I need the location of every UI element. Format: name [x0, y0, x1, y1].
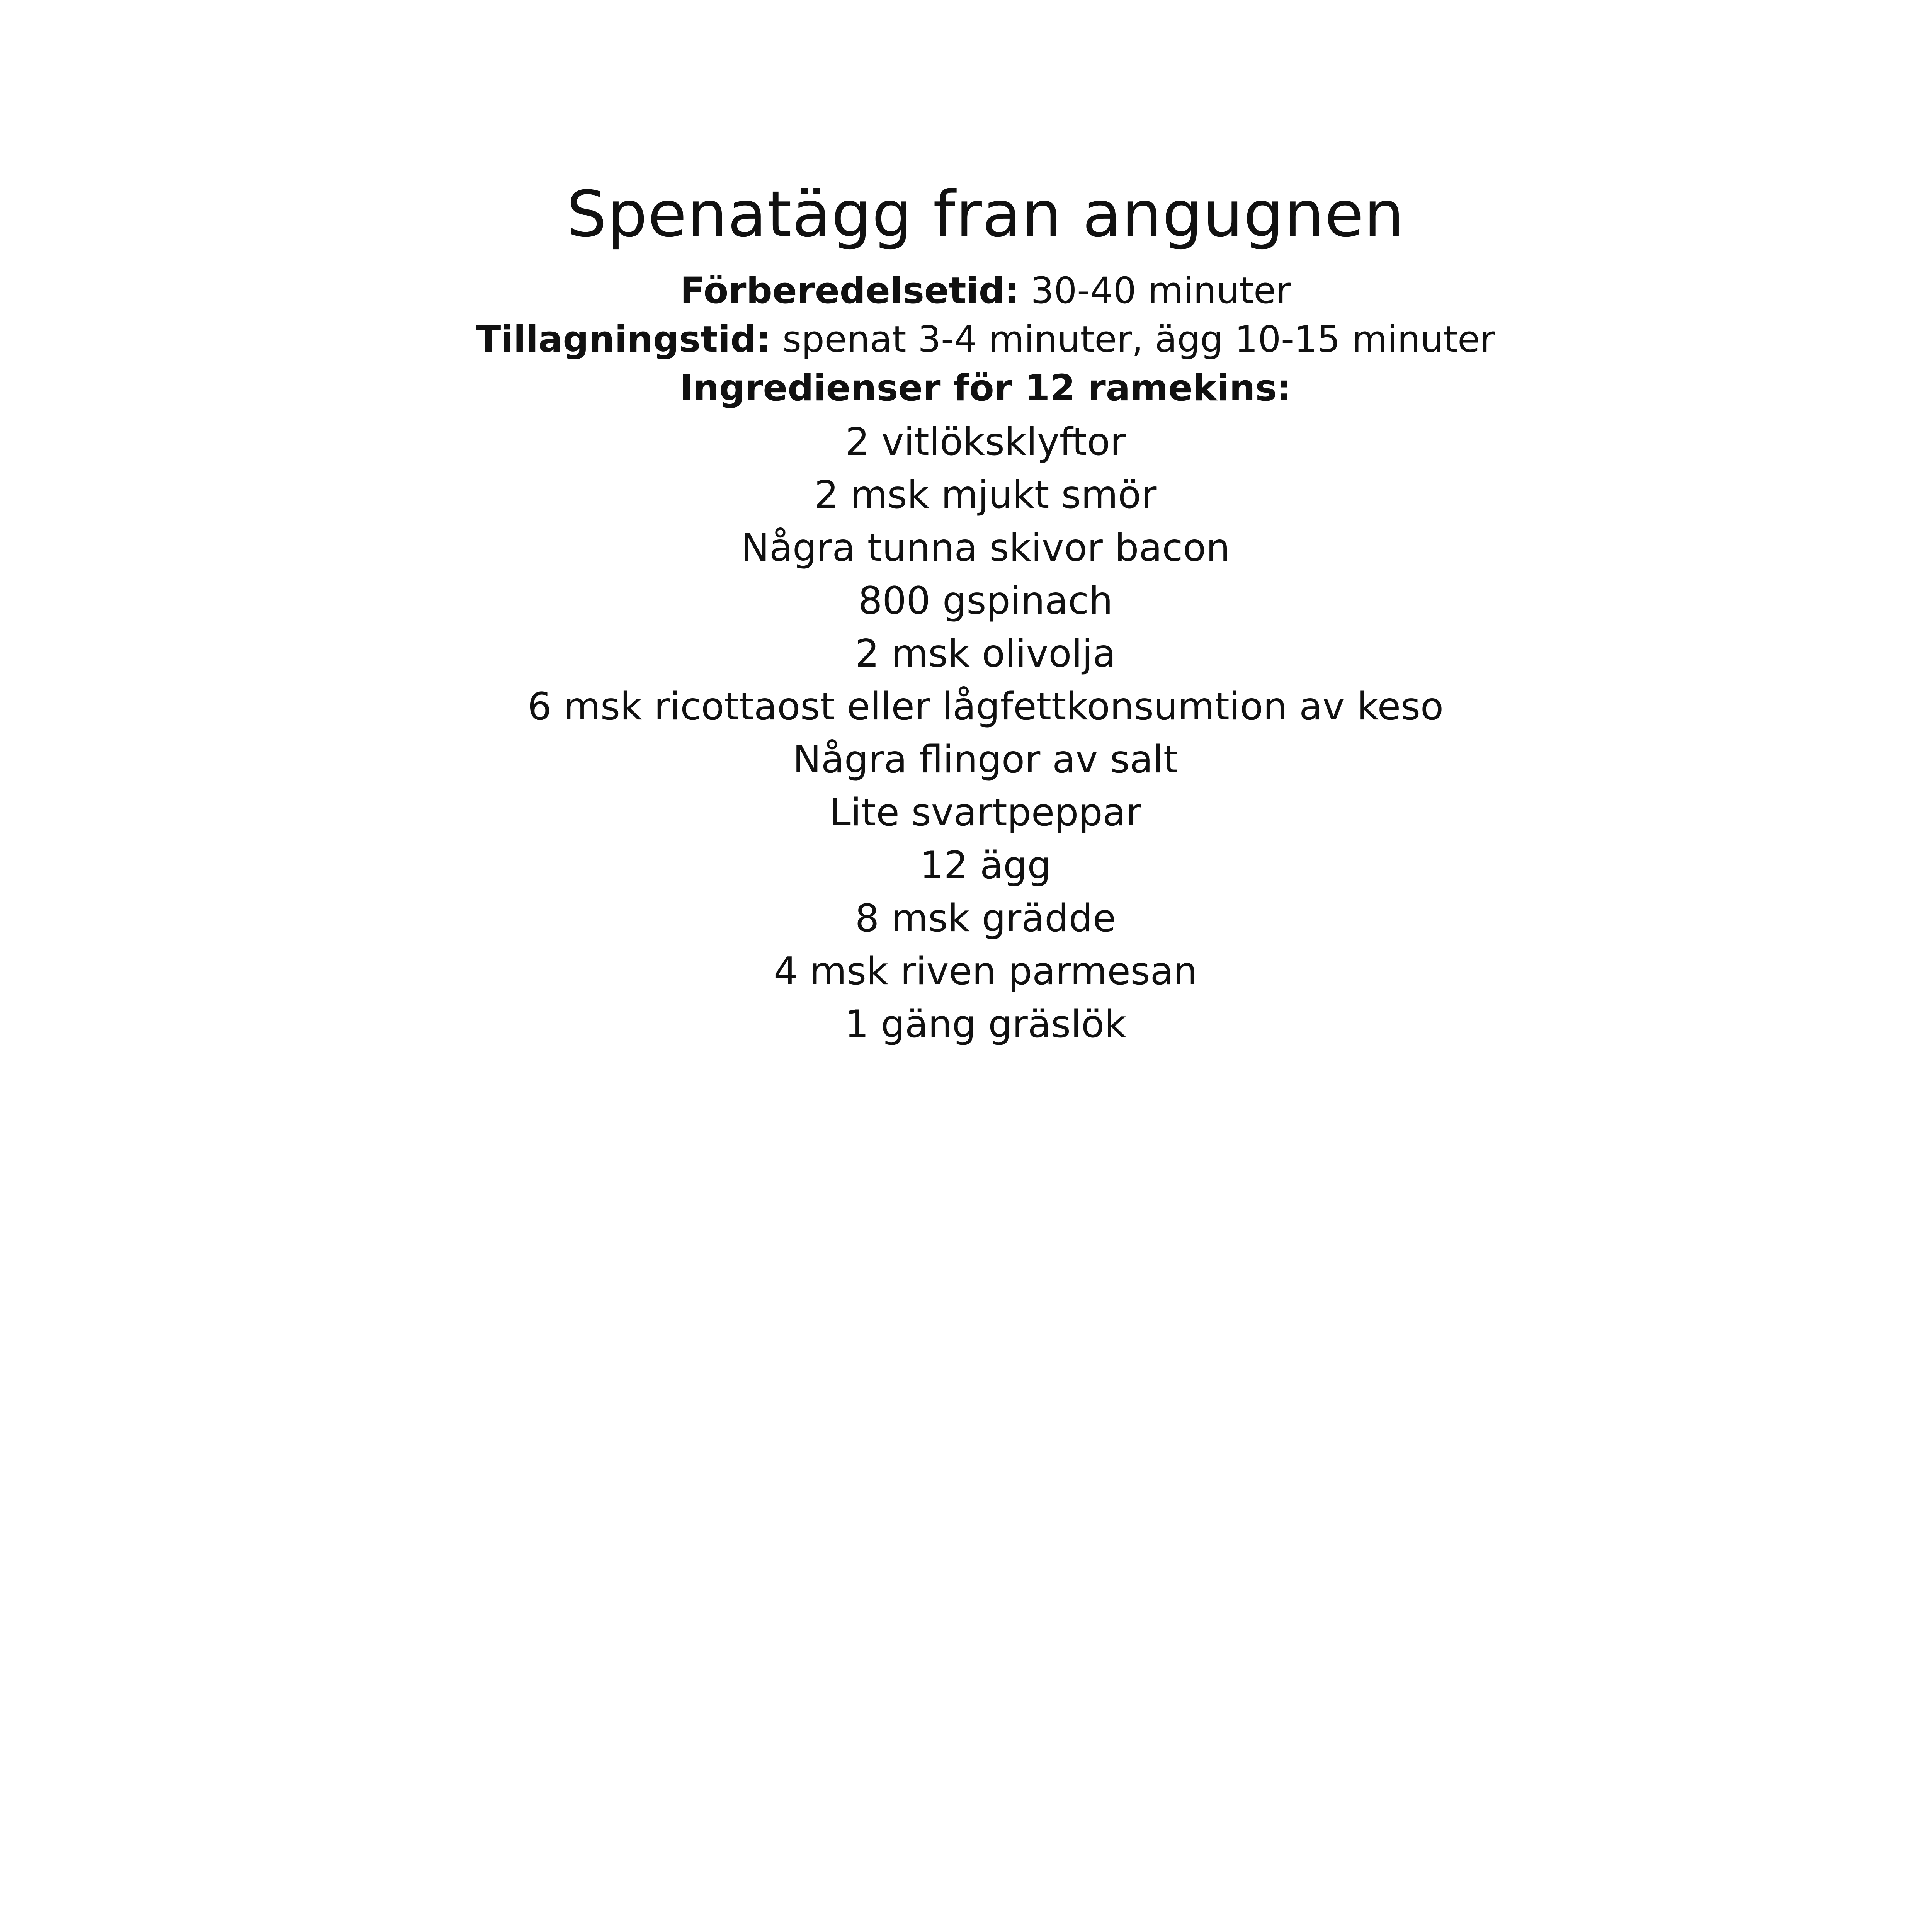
recipe-title: Spenatägg fran angugnen	[566, 177, 1405, 251]
cook-time-value: spenat 3-4 minuter, ägg 10-15 minuter	[771, 318, 1495, 361]
prep-time-value: 30-40 minuter	[1019, 270, 1291, 312]
ingredient-item: 2 msk olivolja	[855, 632, 1116, 676]
ingredient-item: 2 vitlöksklyftor	[845, 420, 1126, 464]
ingredients-heading: Ingredienser för 12 ramekins:	[679, 367, 1292, 409]
ingredient-item: 800 gspinach	[858, 579, 1113, 623]
prep-time-line	[0, 267, 1932, 315]
ingredient-item: 2 msk mjukt smör	[814, 473, 1157, 517]
ingredient-item: 1 gäng gräslök	[845, 1002, 1126, 1046]
prep-time-label: Förberedelsetid:	[680, 270, 1019, 312]
ingredient-item: Några tunna skivor bacon	[741, 526, 1230, 570]
ingredient-item: Lite svartpeppar	[830, 791, 1141, 835]
cook-time-line	[0, 315, 1932, 364]
ingredient-item: Några flingor av salt	[793, 738, 1179, 782]
ingredient-list	[0, 416, 1932, 1051]
recipe-content	[0, 174, 1932, 1051]
ingredient-item: 8 msk grädde	[855, 896, 1116, 940]
ingredient-item: 4 msk riven parmesan	[774, 949, 1197, 993]
ingredient-item: 6 msk ricottaost eller lågfettkonsumtion av keso	[527, 685, 1444, 729]
cook-time-label: Tillagningstid:	[476, 318, 771, 361]
ingredient-item: 12 ägg	[920, 844, 1051, 888]
